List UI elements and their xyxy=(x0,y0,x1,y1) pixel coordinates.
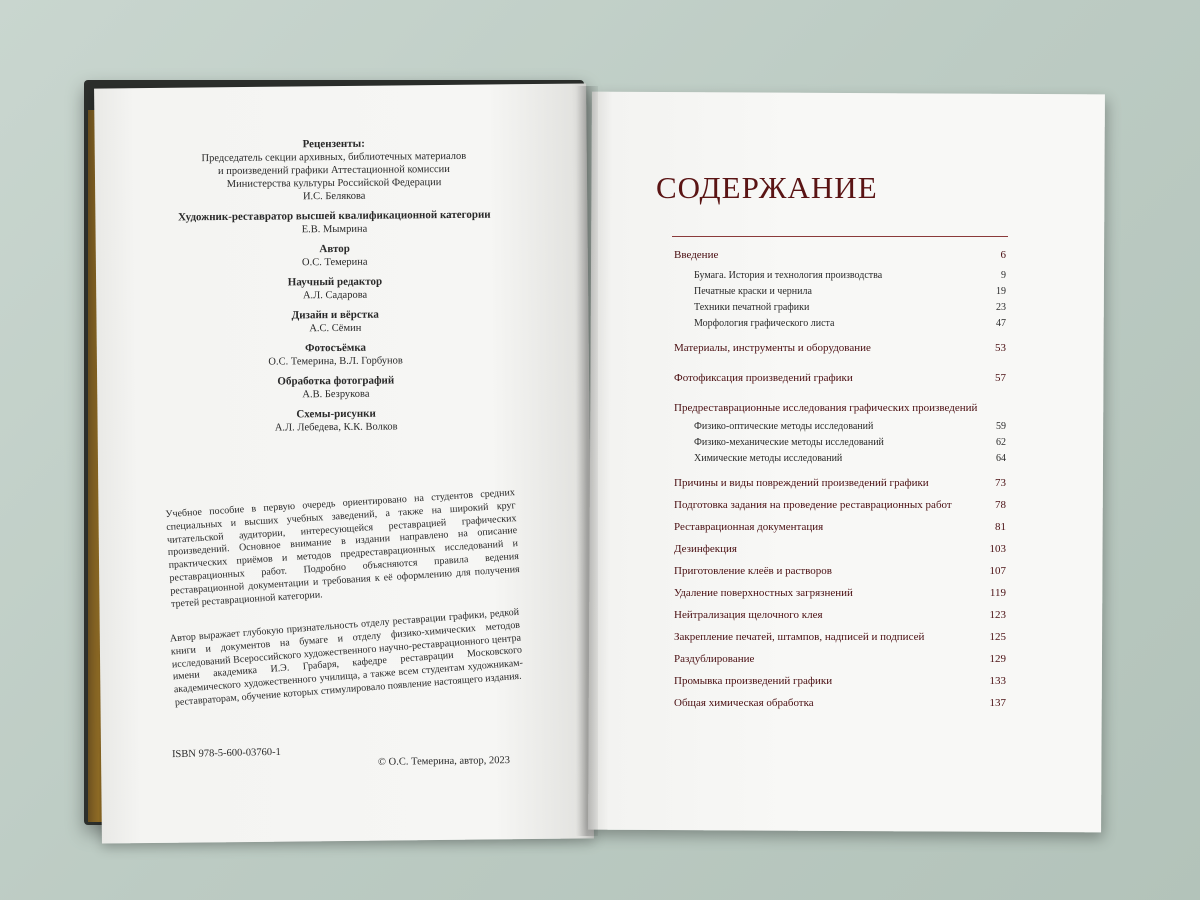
toc-entry xyxy=(674,437,1006,452)
toc-title: СОДЕРЖАНИЕ xyxy=(656,170,878,205)
toc-entry-title: Химические методы исследований xyxy=(694,453,843,464)
credit-diagrams xyxy=(171,407,501,436)
toc-entry xyxy=(674,302,1006,317)
credit-line: Е.В. Мымрина xyxy=(301,223,368,236)
toc-entry-title: Реставрационная документация xyxy=(674,521,824,533)
toc-entry xyxy=(674,372,1006,387)
toc-entry-title: Раздублирование xyxy=(674,653,755,665)
toc-entry xyxy=(674,675,1006,690)
toc-entry-title: Техники печатной графики xyxy=(694,302,810,313)
toc-entry-title: Физико-механические методы исследований xyxy=(694,437,884,448)
toc-entry-title: Печатные краски и чернила xyxy=(694,286,812,297)
toc-entry-title: Введение xyxy=(674,249,719,261)
toc-entry xyxy=(674,270,1006,285)
credit-line: О.С. Темерина xyxy=(301,256,368,269)
toc-entry-page: 59 xyxy=(996,421,1006,432)
toc-entry-page: 57 xyxy=(995,372,1006,384)
toc-entry-title: Предреставрационные исследования графических произведений xyxy=(674,402,978,414)
toc-entry xyxy=(674,631,1006,646)
toc-entry-page: 62 xyxy=(996,437,1006,448)
toc-entry xyxy=(674,318,1006,333)
credit-role: Научный редактор xyxy=(287,275,383,289)
credits-block xyxy=(169,137,502,443)
credit-role: Дизайн и вёрстка xyxy=(291,308,379,322)
credit-author xyxy=(170,242,500,271)
toc-entry-page: 123 xyxy=(989,609,1006,621)
toc-entry xyxy=(674,543,1006,558)
credit-role: Фотосъёмка xyxy=(305,341,367,355)
credit-role: Обработка фотографий xyxy=(277,374,395,388)
toc-entry xyxy=(674,565,1006,580)
toc-entry-page: 9 xyxy=(1001,270,1006,281)
credit-restorer xyxy=(169,209,499,238)
toc-entry-page: 53 xyxy=(995,342,1006,354)
toc-entry-page: 103 xyxy=(989,543,1006,555)
toc-entry xyxy=(674,421,1006,436)
toc-entry xyxy=(674,342,1006,357)
toc-entry-title: Удаление поверхностных загрязнений xyxy=(674,587,853,599)
toc-entry-page: 129 xyxy=(989,653,1006,665)
spine-shadow xyxy=(576,86,598,836)
credit-reviewers xyxy=(169,137,500,205)
credit-line: и произведений графики Аттестационной комиссии xyxy=(217,163,450,178)
credit-role: Автор xyxy=(319,242,350,256)
toc-entry-title: Материалы, инструменты и оборудование xyxy=(674,342,871,354)
credit-line: А.Л. Лебедева, К.К. Волков xyxy=(274,421,398,434)
toc-entry-title: Морфология графического листа xyxy=(694,318,835,329)
toc-entry-page: 19 xyxy=(996,286,1006,297)
credit-role: Художник-реставратор высшей квалификационной категории xyxy=(178,208,491,224)
credit-role: Схемы-рисунки xyxy=(296,407,376,421)
toc-entry-page: 125 xyxy=(989,631,1006,643)
toc-entry xyxy=(674,477,1006,492)
credit-line: Председатель секции архивных, библиотечных материалов xyxy=(201,150,467,165)
toc-entry-page: 78 xyxy=(995,499,1006,511)
table-of-contents xyxy=(674,0,1006,900)
toc-entry xyxy=(674,402,1006,417)
toc-entry-title: Общая химическая обработка xyxy=(674,697,814,709)
credit-line: А.Л. Садарова xyxy=(302,289,368,302)
toc-entry xyxy=(674,587,1006,602)
toc-entry xyxy=(674,653,1006,668)
toc-entry-title: Физико-оптические методы исследований xyxy=(694,421,874,432)
toc-entry xyxy=(674,697,1006,712)
credit-design xyxy=(170,308,500,337)
credit-line: А.В. Безрукова xyxy=(302,388,370,401)
toc-entry xyxy=(674,249,1006,264)
toc-entry-title: Закрепление печатей, штампов, надписей и подписей xyxy=(674,631,925,643)
toc-entry-title: Нейтрализация щелочного клея xyxy=(674,609,823,621)
toc-entry-title: Фотофиксация произведений графики xyxy=(674,372,853,384)
toc-entry xyxy=(674,453,1006,468)
credit-photo xyxy=(170,341,500,370)
toc-entry xyxy=(674,286,1006,301)
toc-entry-page: 73 xyxy=(995,477,1006,489)
toc-entry xyxy=(674,499,1006,514)
credit-line: О.С. Темерина, В.Л. Горбунов xyxy=(268,355,403,368)
toc-entry-title: Бумага. История и технология производства xyxy=(694,270,883,281)
toc-entry-page: 107 xyxy=(989,565,1006,577)
toc-entry-page: 133 xyxy=(989,675,1006,687)
credit-editor xyxy=(170,275,500,304)
toc-entry-page: 81 xyxy=(995,521,1006,533)
toc-entry-title: Причины и виды повреждений произведений графики xyxy=(674,477,929,489)
toc-entry xyxy=(674,521,1006,536)
copyright: © О.С. Темерина, автор, 2023 xyxy=(377,755,511,768)
credit-line: И.С. Белякова xyxy=(302,190,366,203)
toc-entry-page: 137 xyxy=(989,697,1006,709)
toc-entry-page: 47 xyxy=(996,318,1006,329)
toc-entry-page: 6 xyxy=(1000,249,1006,261)
credit-line: А.С. Сёмин xyxy=(309,322,362,335)
toc-entry xyxy=(674,609,1006,624)
credit-photo-processing xyxy=(171,374,501,403)
toc-entry-title: Приготовление клеёв и растворов xyxy=(674,565,832,577)
toc-entry-page: 119 xyxy=(989,587,1006,599)
toc-entry-title: Подготовка задания на проведение реставрационных работ xyxy=(674,499,952,511)
isbn: ISBN 978-5-600-03760-1 xyxy=(171,746,281,761)
credit-role: Рецензенты: xyxy=(302,137,365,151)
credit-line: Министерства культуры Российской Федерации xyxy=(226,177,442,190)
toc-entry-title: Дезинфекция xyxy=(674,543,737,555)
intro-paragraph: Учебное пособие в первую очередь ориентировано на студентов средних специальных и высших учебных заведений, а также на широкий круг читательской аудитории, интересующейся реставрацией графических произведений. Основное внимание в издании направлено на описание практических приёмов и методов предреставрационных исследований и реставрационных работ. Подробно объясняются правила ведения реставрационной документации и требования к её оформлению для получения третей реставрационной категории. xyxy=(165,487,520,610)
toc-entry-page: 64 xyxy=(996,453,1006,464)
toc-entry-title: Промывка произведений графики xyxy=(674,675,833,687)
acknowledgement-paragraph: Автор выражает глубокую признательность отделу реставрации графики, редкой книги и документов на бумаге и отделу физико-химических методов исследований Всероссийского художественного научно-реставрационного центра имени академика И.Э. Грабаря, кафедре реставрации Московского академического художественного училища, а также всем студентам художникам-реставраторам, обучение которых стимулировало появление настоящего издания. xyxy=(169,606,524,709)
toc-entry-page: 23 xyxy=(996,302,1006,313)
